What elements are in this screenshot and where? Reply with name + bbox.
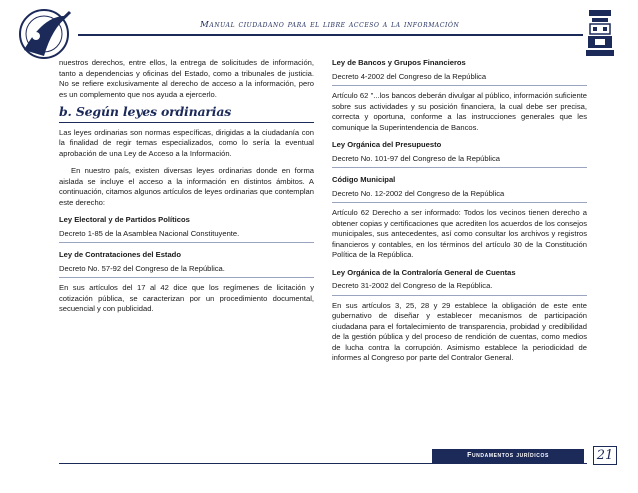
- law-text-contrataciones: En sus artículos del 17 al 42 dice que los regímenes de licitación y cotización pública, se caracterizan por un procedimiento documental, secuencial y con publicidad.: [59, 283, 314, 313]
- law-decree-contrataciones: Decreto No. 57-92 del Congreso de la República.: [59, 264, 314, 279]
- law-title-contrataciones: Ley de Contrataciones del Estado: [59, 250, 181, 259]
- running-header-title: Manual ciudadano para el libre acceso a la información: [200, 20, 460, 30]
- right-column: [332, 58, 587, 371]
- paragraph-country-laws: En nuestro país, existen diversas leyes ordinarias donde en forma aislada se incluye el acceso a la información en distintos ámbitos. A continuación, citamos algunos artículos de leyes ordinarias que contemplan este derecho:: [59, 166, 314, 207]
- law-title-presupuesto: Ley Orgánica del Presupuesto: [332, 140, 442, 149]
- law-title-electoral: Ley Electoral y de Partidos Políticos: [59, 215, 190, 224]
- law-text-bancos: Artículo 62 "...los bancos deberán divulgar al público, información suficiente sobre sus actividades y su posición financiera, la cual debe ser precisa, correcta y oportuna, conforme a las instrucciones generales que les comunique la Superintendencia de Bancos.: [332, 91, 587, 132]
- law-text-contraloria: En sus artículos 3, 25, 28 y 29 establece la obligación de este ente gubernativo de diseñar y establecer mecanismos de participación ciudadana para el fortalecimiento de transparencia, probidad y credibilidad de la gestión pública y del proceso de rendición de cuentas, como medios de lucha contra la corrupción. Asimismo establece la periodicidad de informes al Congreso por parte del Contralor General.: [332, 300, 587, 362]
- law-text-municipal: Artículo 62 Derecho a ser informado: Todos los vecinos tienen derecho a obtener copias y certificaciones que acrediten los acuerdos de los consejos municipales, sus antecedentes, así como consultar los archivos y registros financieros y contables, en los términos del artículo 30 de la Constitución Política de la República.: [332, 208, 587, 259]
- law-decree-municipal: Decreto No. 12-2002 del Congreso de la República: [332, 189, 587, 204]
- law-decree-contraloria: Decreto 31-2002 del Congreso de la República.: [332, 281, 587, 296]
- footer-section-label: Fundamentos jurídicos: [432, 449, 584, 463]
- footer-divider: [59, 463, 587, 464]
- law-decree-electoral: Decreto 1-85 de la Asamblea Nacional Constituyente.: [59, 229, 314, 244]
- law-title-contraloria: Ley Orgánica de la Contraloría General de Cuentas: [332, 267, 516, 277]
- left-column: [59, 58, 314, 322]
- intro-paragraph: nuestros derechos, entre ellos, la entrega de solicitudes de información, tanto a dependencias y oficinas del Estado, como a tribunales de justicia. No se refiere exclusivamente al derecho de acceso a la información, pero es un complemento que nos ayuda a ejercerlo.: [59, 58, 314, 99]
- building-emblem-logo: [585, 8, 615, 58]
- law-title-municipal: Código Municipal: [332, 175, 396, 184]
- page-number: 21: [593, 446, 617, 465]
- law-decree-bancos: Decreto 4-2002 del Congreso de la República: [332, 72, 587, 87]
- law-title-bancos: Ley de Bancos y Grupos Financieros: [332, 58, 466, 67]
- header-divider: [78, 34, 583, 36]
- law-decree-presupuesto: Decreto No. 101-97 del Congreso de la República: [332, 154, 587, 169]
- section-heading: b. Según leyes ordinarias: [59, 107, 314, 123]
- organization-seal-logo: [14, 6, 76, 62]
- paragraph-ordinary-laws: Las leyes ordinarias son normas específicas, dirigidas a la ciudadanía con la finalidad de regir temas especializados, como lo sería la eventual aprobación de una Ley de Acceso a la Información.: [59, 127, 314, 158]
